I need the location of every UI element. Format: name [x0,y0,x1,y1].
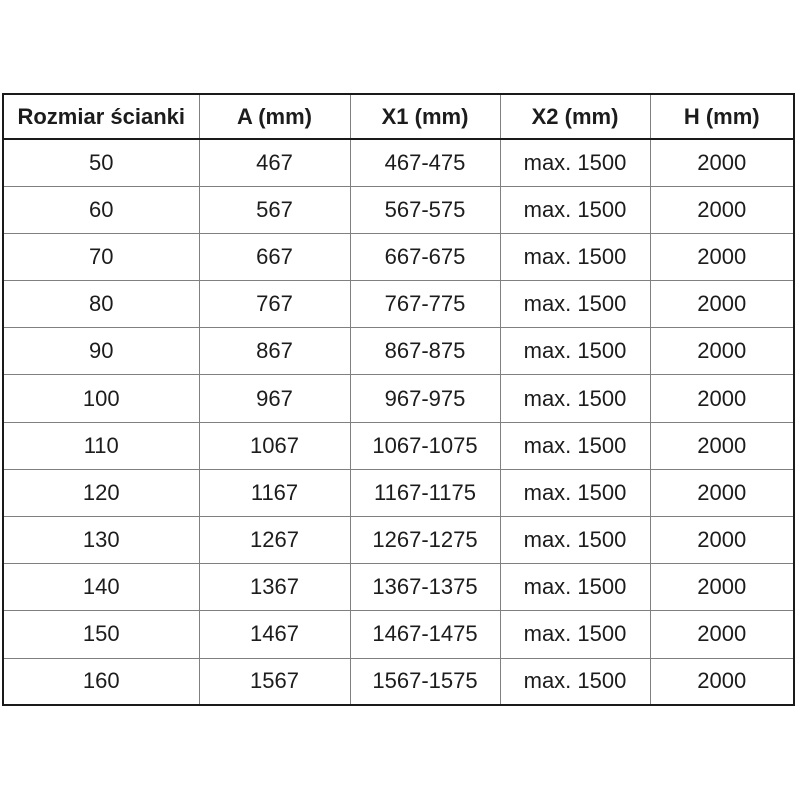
table-row [3,564,794,611]
table-cell: max. 1500 [500,517,650,564]
table-row [3,281,794,328]
table-row [3,611,794,658]
table-cell: 2000 [650,611,794,658]
table-cell: 1367-1375 [350,564,500,611]
table-cell: 50 [3,139,199,186]
table-cell: 767-775 [350,281,500,328]
table-cell: 767 [199,281,350,328]
table-cell: max. 1500 [500,564,650,611]
table-cell: max. 1500 [500,186,650,233]
table-body [3,139,794,705]
column-header: X1 (mm) [350,94,500,139]
table-cell: 2000 [650,375,794,422]
table-cell: 160 [3,658,199,705]
table-row [3,422,794,469]
table-cell: 1567 [199,658,350,705]
table-cell: 1467 [199,611,350,658]
table-cell: 70 [3,233,199,280]
table-cell: 1267 [199,517,350,564]
table-cell: 2000 [650,658,794,705]
table-cell: max. 1500 [500,611,650,658]
table-cell: max. 1500 [500,422,650,469]
table-cell: 110 [3,422,199,469]
column-header: A (mm) [199,94,350,139]
table-cell: 60 [3,186,199,233]
table-row [3,375,794,422]
table-row [3,233,794,280]
table-row [3,658,794,705]
table-row [3,517,794,564]
table-row [3,186,794,233]
table-cell: 130 [3,517,199,564]
table-cell: 967 [199,375,350,422]
table-cell: 867 [199,328,350,375]
table-cell: 867-875 [350,328,500,375]
column-header: X2 (mm) [500,94,650,139]
table-cell: max. 1500 [500,281,650,328]
table-cell: 567 [199,186,350,233]
table-row [3,469,794,516]
table-cell: 1267-1275 [350,517,500,564]
table-cell: 1067 [199,422,350,469]
table-cell: 140 [3,564,199,611]
table-cell: 2000 [650,517,794,564]
table-cell: 1567-1575 [350,658,500,705]
column-header: H (mm) [650,94,794,139]
table-cell: 2000 [650,281,794,328]
table-cell: 567-575 [350,186,500,233]
table-cell: 1167 [199,469,350,516]
table-cell: max. 1500 [500,139,650,186]
table-cell: 80 [3,281,199,328]
table-cell: 467 [199,139,350,186]
size-table [2,93,795,706]
table-cell: 100 [3,375,199,422]
table-cell: max. 1500 [500,658,650,705]
table-row [3,139,794,186]
table-cell: 2000 [650,328,794,375]
table-cell: 1467-1475 [350,611,500,658]
table-cell: max. 1500 [500,233,650,280]
table-cell: 90 [3,328,199,375]
table-cell: 667-675 [350,233,500,280]
table-cell: 2000 [650,564,794,611]
table-cell: 2000 [650,233,794,280]
table-cell: 2000 [650,186,794,233]
table-cell: 2000 [650,422,794,469]
table-cell: max. 1500 [500,469,650,516]
table-cell: 1067-1075 [350,422,500,469]
table-header [3,94,794,139]
table-cell: 1167-1175 [350,469,500,516]
column-header: Rozmiar ścianki [3,94,199,139]
table-header-row [3,94,794,139]
table-cell: 967-975 [350,375,500,422]
table-row [3,328,794,375]
table-cell: 467-475 [350,139,500,186]
table-cell: max. 1500 [500,328,650,375]
table-cell: 2000 [650,469,794,516]
table-cell: max. 1500 [500,375,650,422]
table-cell: 150 [3,611,199,658]
table-cell: 2000 [650,139,794,186]
table-cell: 667 [199,233,350,280]
table-cell: 120 [3,469,199,516]
table-cell: 1367 [199,564,350,611]
